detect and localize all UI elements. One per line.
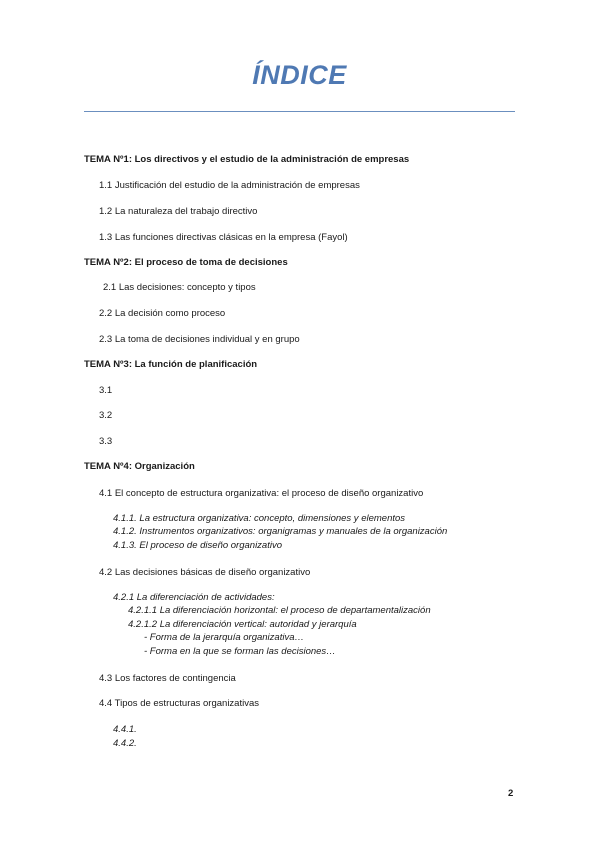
toc-section-1-2: 1.2 La naturaleza del trabajo directivo	[99, 206, 258, 217]
toc-section-4-4: 4.4 Tipos de estructuras organizativas	[99, 698, 260, 709]
toc-topic-3: TEMA Nº3: La función de planificación	[84, 359, 258, 370]
toc-section-3-3: 3.3	[99, 436, 113, 447]
toc-subsection-4-2-1: 4.2.1 La diferenciación de actividades:	[113, 592, 275, 603]
toc-subsection-4-1-1: 4.1.1. La estructura organizativa: concepto, dimensiones y elementos	[113, 513, 406, 524]
toc-section-2-1: 2.1 Las decisiones: concepto y tipos	[103, 282, 256, 293]
toc-subsection-4-4-2: 4.4.2.	[113, 738, 137, 749]
page-number: 2	[508, 788, 514, 799]
toc-section-3-1: 3.1	[99, 385, 113, 396]
toc-topic-4: TEMA Nº4: Organización	[84, 461, 195, 472]
index-title: ÍNDICE	[252, 60, 347, 90]
toc-section-2-3: 2.3 La toma de decisiones individual y en grupo	[99, 334, 300, 345]
toc-section-4-2: 4.2 Las decisiones básicas de diseño organizativo	[99, 567, 311, 578]
toc-subsection-4-1-3: 4.1.3. El proceso de diseño organizativo	[113, 540, 282, 551]
toc-section-3-2: 3.2	[99, 410, 113, 421]
toc-subsection-4-2-1-1: 4.2.1.1 La diferenciación horizontal: el proceso de departamentalización	[128, 605, 431, 616]
toc-topic-1: TEMA Nº1: Los directivos y el estudio de la administración de empresas	[84, 154, 410, 165]
toc-section-4-1: 4.1 El concepto de estructura organizativa: el proceso de diseño organizativo	[99, 488, 424, 499]
toc-bullet-decision-forming: - Forma en la que se forman las decisiones…	[144, 646, 336, 657]
toc-subsection-4-2-1-2: 4.2.1.2 La diferenciación vertical: autoridad y jerarquía	[128, 619, 357, 630]
toc-section-4-3: 4.3 Los factores de contingencia	[99, 673, 236, 684]
toc-section-1-1: 1.1 Justificación del estudio de la administración de empresas	[99, 180, 360, 191]
toc-topic-2: TEMA Nº2: El proceso de toma de decisiones	[84, 257, 288, 268]
toc-section-1-3: 1.3 Las funciones directivas clásicas en la empresa (Fayol)	[99, 232, 348, 243]
toc-bullet-hierarchy-shape: - Forma de la jerarquía organizativa…	[144, 632, 304, 643]
toc-subsection-4-4-1: 4.4.1.	[113, 724, 137, 735]
toc-subsection-4-1-2: 4.1.2. Instrumentos organizativos: organigramas y manuales de la organización	[113, 526, 448, 537]
title-divider	[84, 111, 515, 112]
toc-section-2-2: 2.2 La decisión como proceso	[99, 308, 226, 319]
